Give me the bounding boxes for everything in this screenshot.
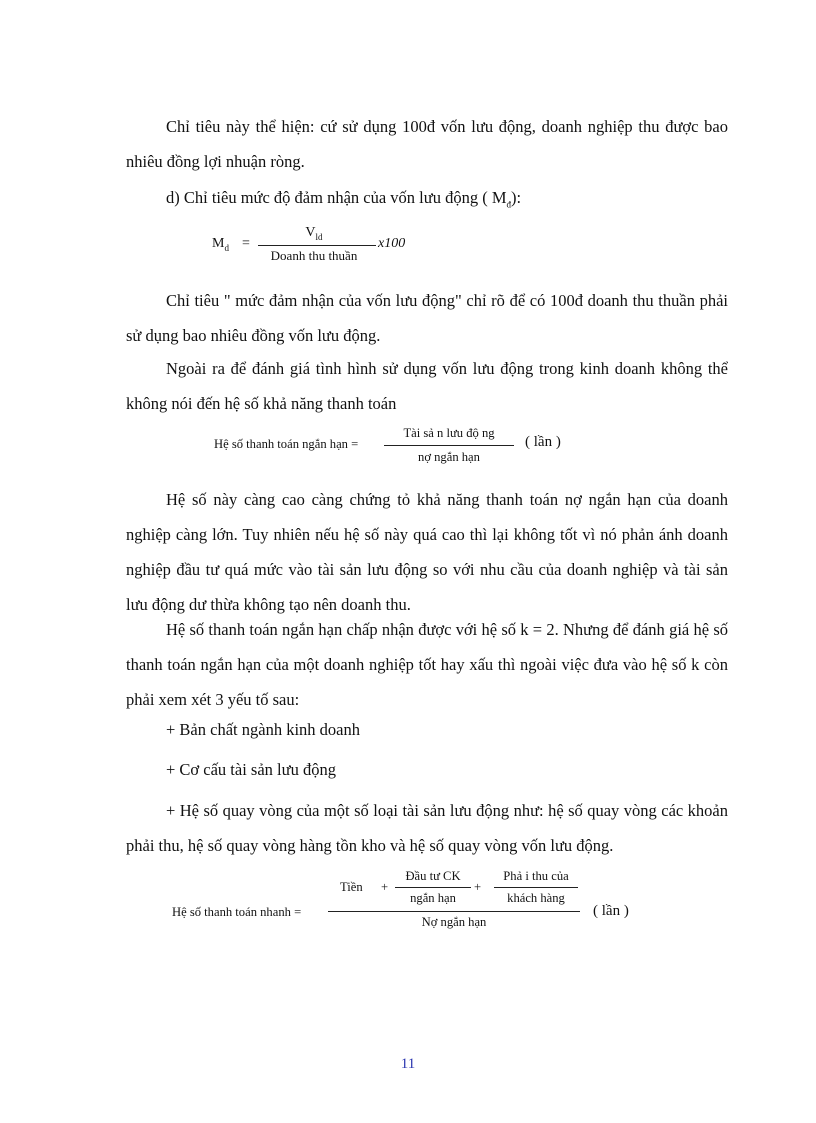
paragraph-acceptable-ratio: Hệ số thanh toán ngắn hạn chấp nhận được với hệ số k = 2. Nhưng để đánh giá hệ số thanh toán ngắn hạn của một doanh nghiệp tốt hay xấu thì ngoài việc đưa vào hệ số k còn phải xem xét 3 yếu tố sau: [126,620,728,709]
formula-md-multiplier: x100 [378,236,406,251]
formula-quick-investment-bottom: ngắn hạn [410,891,456,905]
formula-md-equals: = [242,236,250,251]
formula-md-denominator: Doanh thu thuần [270,248,358,263]
md-heading-suffix: ): [511,188,522,207]
formula-quick-denominator: Nợ ngắn hạn [421,915,487,929]
formula-md-numerator: $V_{ld}$ [305,225,323,242]
formula-short-denominator: nợ ngắn hạn [418,450,480,464]
formula-quick-receivables-top: Phả i thu của [503,869,569,883]
page-number: 11 [400,1056,416,1072]
formula-quick-receivables-bottom: khách hàng [507,891,565,905]
formula-quick-investment-bar [395,887,471,888]
formula-short-numerator: Tài sả n lưu độ ng [403,426,495,440]
formula-quick-unit: ( lần ) [593,903,629,919]
formula-quick-term-cash: Tiền [340,880,363,894]
formula-short-fraction-bar [384,445,514,446]
formula-short-lhs: Hệ số thanh toán ngắn hạn = [214,437,359,451]
paragraph-liquidity-intro: Ngoài ra để đánh giá tình hình sử dụng vốn lưu động trong kinh doanh không thể không nói đến hệ số khả năng thanh toán [126,359,728,413]
formula-quick-main-fraction-bar [328,911,580,912]
formula-short-unit: ( lần ) [525,434,561,450]
paragraph-md-heading [126,180,728,222]
bullet-turnover-ratios: + Hệ số quay vòng của một số loại tài sản lưu động như: hệ số quay vòng các khoản phải thu, hệ số quay vòng hàng tồn kho và hệ số quay vòng vốn lưu động. [126,801,728,855]
bullet-current-asset-structure: + Cơ cấu tài sản lưu động [166,760,336,779]
formula-quick-investment-top: Đầu tư CK [405,869,461,883]
formula-md-lhs: $M_d$ [212,236,229,253]
bullet-industry-nature: + Bản chất ngành kinh doanh [166,720,360,739]
formula-quick-plus-1: + [381,880,389,894]
formula-quick-receivables-bar [494,887,578,888]
formula-quick-plus-2: + [474,880,482,894]
paragraph-ratio-interpretation: Hệ số này càng cao càng chứng tỏ khả năng thanh toán nợ ngắn hạn của doanh nghiệp càng lớn. Tuy nhiên nếu hệ số này quá cao thì lại không tốt vì nó phản ánh doanh nghiệp đầu tư quá mức vào tài sản lưu động so với nhu cầu của doanh nghiệp và tài sản lưu động dư thừa không tạo nên doanh thu. [126,490,728,614]
formula-quick-lhs: Hệ số thanh toán nhanh = [172,905,302,919]
paragraph-net-profit-meaning: Chỉ tiêu này thể hiện: cứ sử dụng 100đ vốn lưu động, doanh nghiệp thu được bao nhiêu đồng lợi nhuận ròng. [126,117,728,171]
formula-md-fraction-bar [258,245,376,246]
md-heading-text: d) Chỉ tiêu mức độ đảm nhận của vốn lưu động ( M [166,188,507,207]
paragraph-md-meaning: Chỉ tiêu " mức đảm nhận của vốn lưu động" chỉ rõ để có 100đ doanh thu thuần phải sử dụng bao nhiêu đồng vốn lưu động. [126,291,728,345]
md-heading-sub: đ [506,199,511,210]
